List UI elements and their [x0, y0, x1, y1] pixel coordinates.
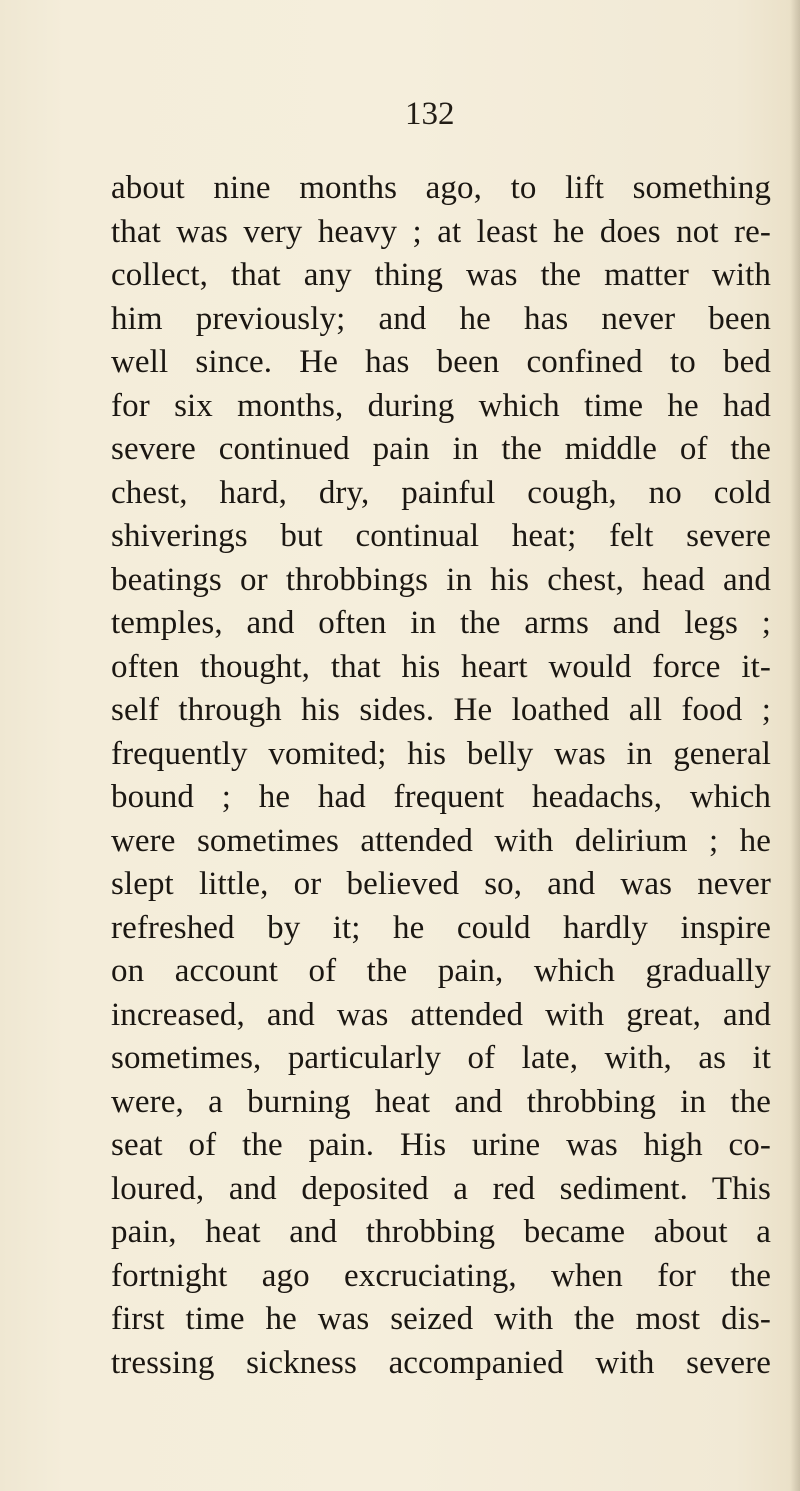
- text-line: slept little, or believed so, and was never: [111, 866, 771, 902]
- text-line: collect, that any thing was the matter with: [111, 257, 771, 293]
- text-line: chest, hard, dry, painful cough, no cold: [111, 474, 771, 511]
- page-number: 132: [405, 96, 455, 132]
- text-line: pain, heat and throbbing became about a: [111, 1214, 771, 1250]
- text-line: shiverings but continual heat; felt severe: [111, 518, 771, 554]
- text-line: self through his sides. He loathed all food ;: [111, 692, 771, 728]
- page-edge-shadow: [790, 0, 800, 1491]
- text-line: on account of the pain, which gradually: [111, 953, 771, 989]
- text-line: loured, and deposited a red sediment. This: [111, 1170, 771, 1207]
- text-line: sometimes, particularly of late, with, as it: [111, 1040, 771, 1076]
- text-line: refreshed by it; he could hardly inspire: [111, 909, 771, 946]
- text-line: tressing sickness accompanied with severe: [111, 1344, 771, 1381]
- text-line: increased, and was attended with great, and: [111, 996, 771, 1033]
- text-line: bound ; he had frequent headachs, which: [111, 779, 771, 815]
- text-line: for six months, during which time he had: [111, 387, 771, 424]
- text-line: were, a burning heat and throbbing in the: [111, 1083, 771, 1120]
- text-line: temples, and often in the arms and legs ;: [111, 605, 771, 641]
- text-line: severe continued pain in the middle of the: [111, 431, 771, 467]
- text-line: fortnight ago excruciating, when for the: [111, 1257, 771, 1294]
- text-line: frequently vomited; his belly was in general: [111, 735, 771, 772]
- text-line: seat of the pain. His urine was high co-: [111, 1127, 771, 1163]
- text-line: were sometimes attended with delirium ; he: [111, 822, 771, 859]
- text-line: well since. He has been confined to bed: [111, 344, 771, 380]
- text-line: beatings or throbbings in his chest, head and: [111, 561, 771, 598]
- body-text: [111, 167, 771, 1385]
- text-line: him previously; and he has never been: [111, 300, 771, 337]
- text-line: often thought, that his heart would force it-: [111, 648, 771, 685]
- text-line: first time he was seized with the most dis-: [111, 1301, 771, 1337]
- text-line: about nine months ago, to lift something: [111, 170, 771, 206]
- text-line: that was very heavy ; at least he does not re-: [111, 213, 771, 250]
